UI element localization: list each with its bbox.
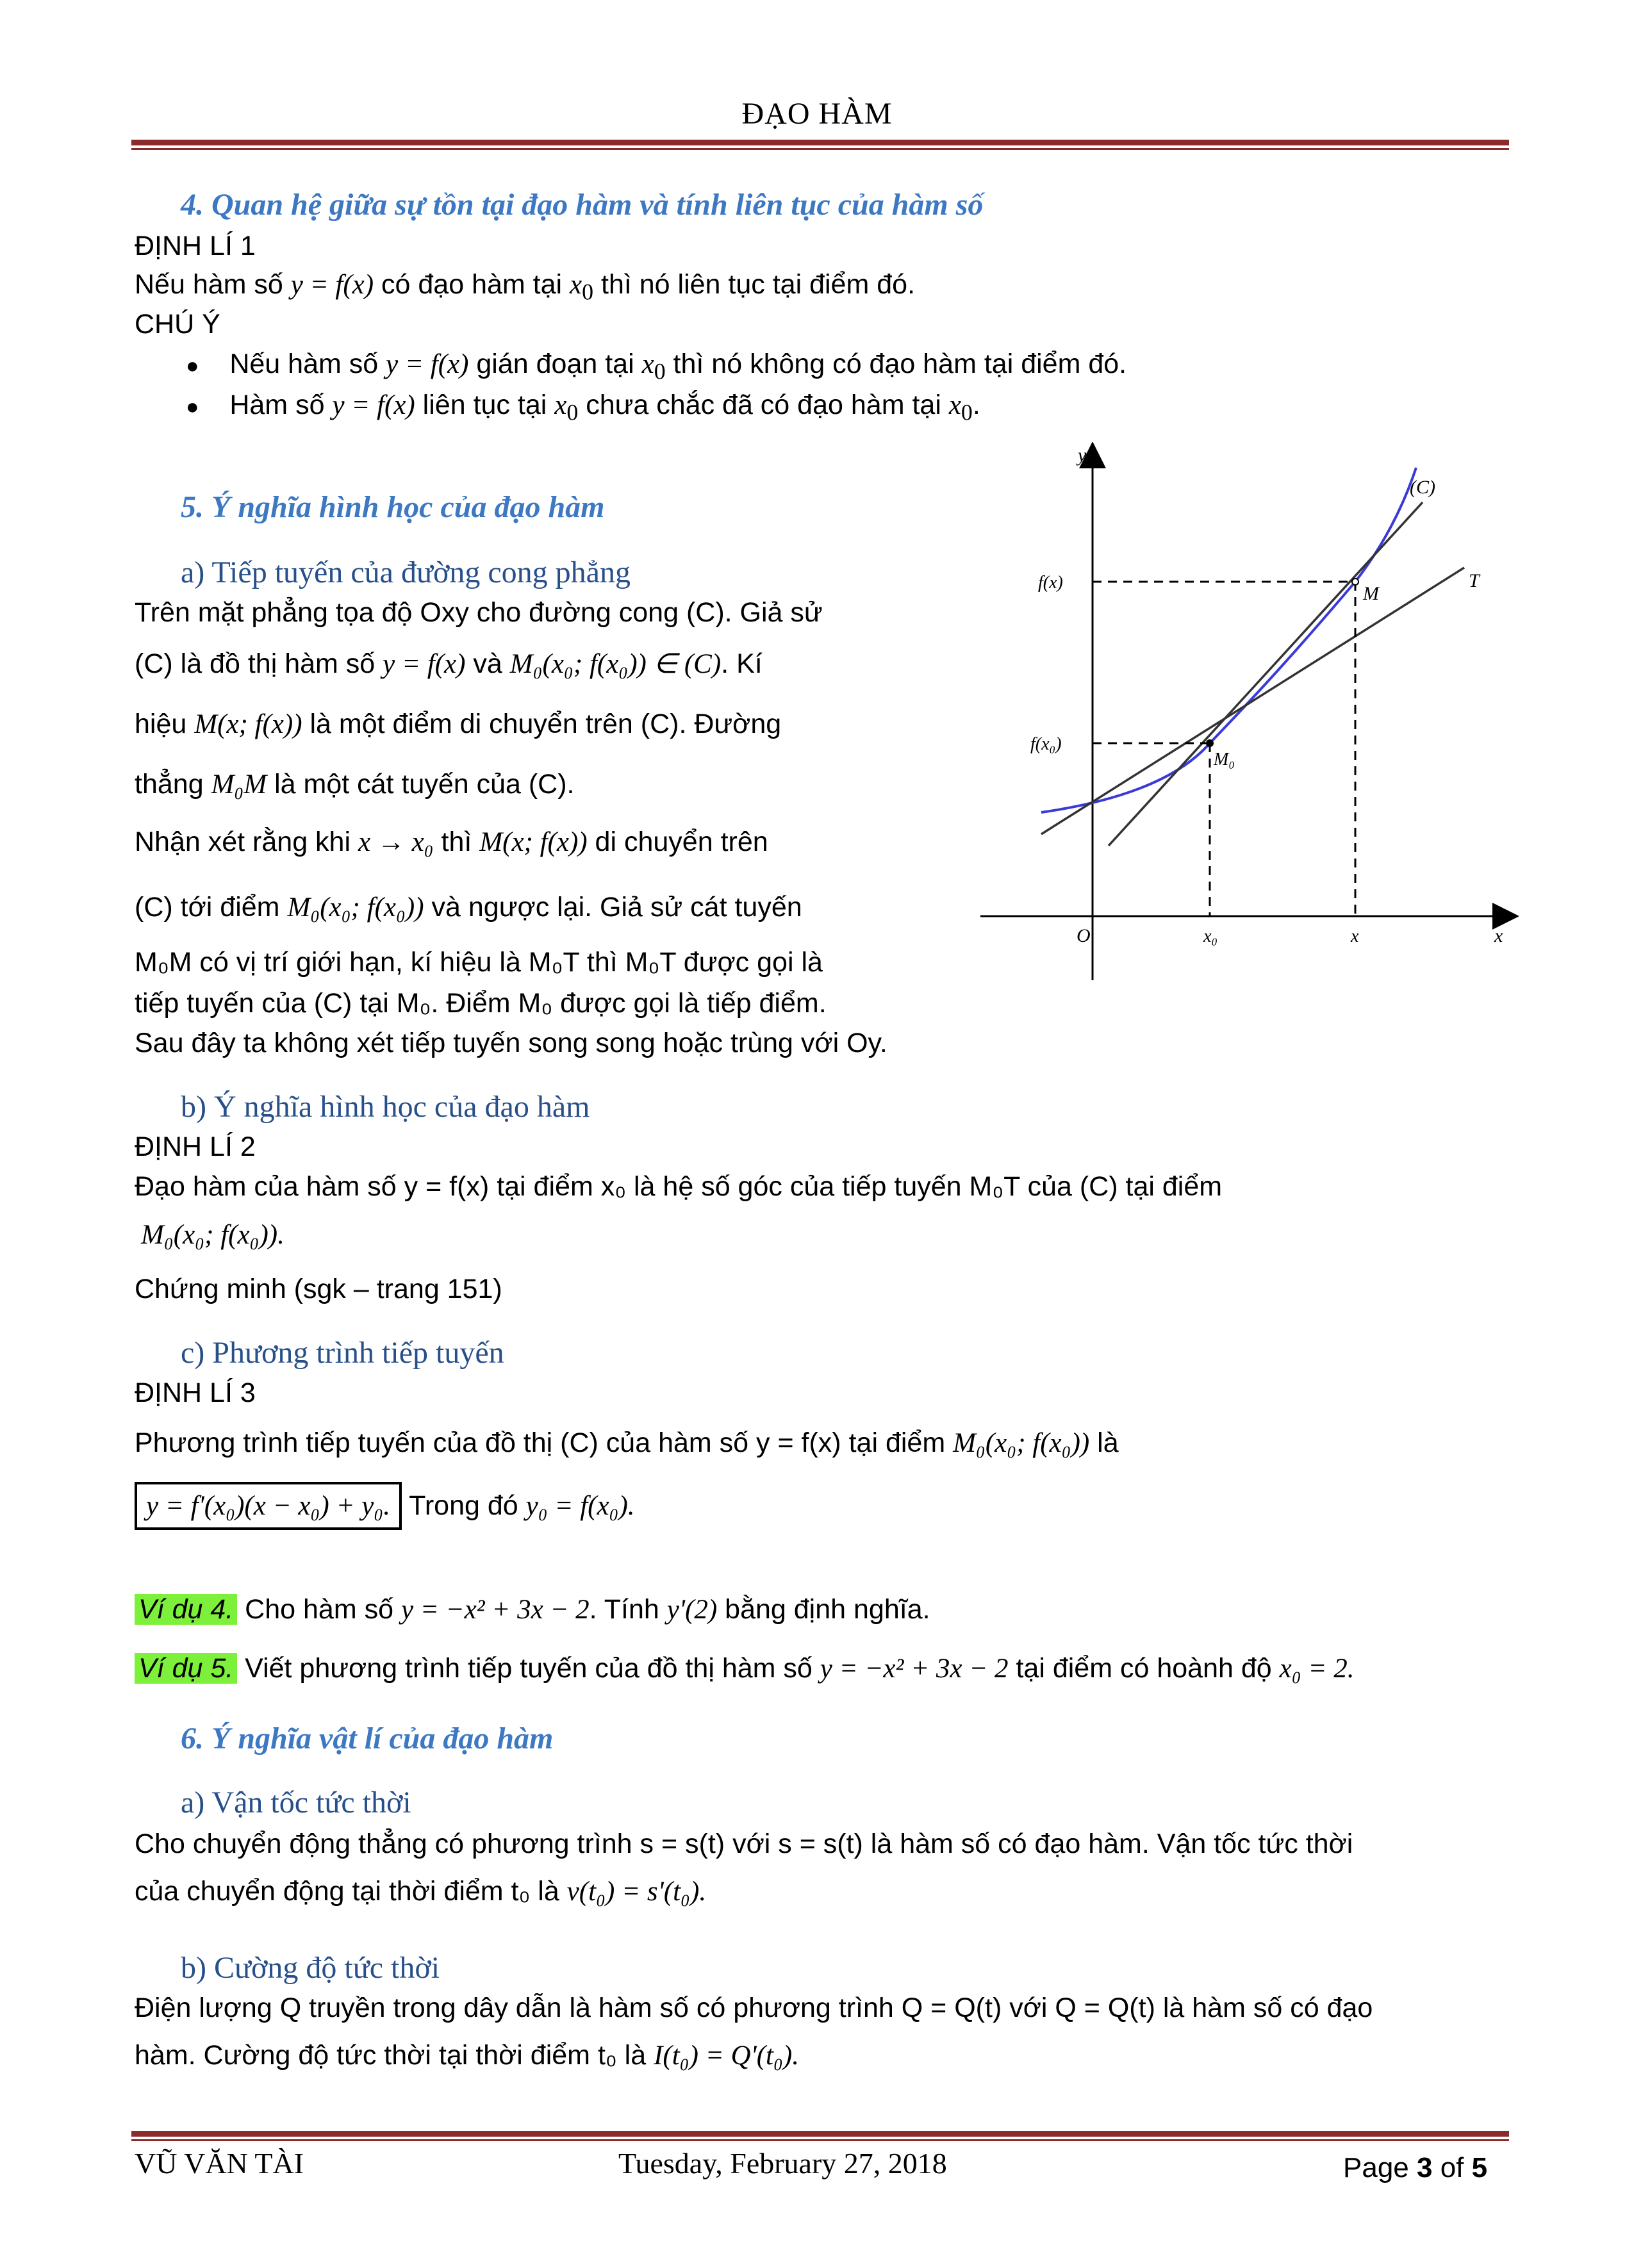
sec5a-line-5: Nhận xét rằng khi x → x₀ thì M(x; f(x)) di chuyển trên [135, 826, 768, 857]
theorem-2-text: Đạo hàm của hàm số y = f(x) tại điểm x₀ là hệ số góc của tiếp tuyến M₀T của (C) tại điểm [135, 1171, 1223, 1202]
tangent-formula-box: y = f'(x₀)(x − x₀) + y₀. [135, 1482, 402, 1530]
label-m0: M₀ [1214, 750, 1235, 769]
theorem-3-text: Phương trình tiếp tuyến của đồ thị (C) của hàm số y = f(x) tại điểm M₀(x₀; f(x₀)) là [135, 1427, 1119, 1458]
sec6a-line-1: Cho chuyển động thẳng có phương trình s = s(t) với s = s(t) là hàm số có đạo hàm. Vận tốc tức thời [135, 1828, 1353, 1859]
label-tangent-t: T [1469, 570, 1480, 591]
sec6b-line-2: hàm. Cường độ tức thời tại thời điểm t₀ là I(t₀) = Q'(t₀). [135, 2040, 799, 2071]
note-bullet-1: ● Nếu hàm số y = f(x) gián đoạn tại $x_0$ thì nó không có đạo hàm tại điểm đó. [186, 349, 1127, 384]
footer-page-number: Page 3 of 5 [1343, 2152, 1488, 2183]
point-m [1352, 579, 1358, 585]
sec5a-line-6: (C) tới điểm M₀(x₀; f(x₀)) và ngược lại. Giả sử cát tuyến [135, 892, 802, 923]
label-x: x [1351, 926, 1359, 946]
theorem-2-point: M₀(x₀; f(x₀)). [141, 1220, 285, 1250]
example-4: Ví dụ 4. Cho hàm số y = −x² + 3x − 2. Tính y'(2) bằng định nghĩa. [135, 1591, 930, 1628]
sec6b-line-1: Điện lượng Q truyền trong dây dẫn là hàm số có phương trình Q = Q(t) với Q = Q(t) là hàm số có đạo [135, 1993, 1373, 2023]
section-6-heading: 6. Ý nghĩa vật lí của đạo hàm [181, 1722, 554, 1755]
header-rule-thin [131, 148, 1509, 150]
label-x0: x₀ [1203, 926, 1218, 946]
section-6b-heading: b) Cường độ tức thời [181, 1951, 440, 1985]
section-5a-heading: a) Tiếp tuyến của đường cong phẳng [181, 555, 631, 589]
point-m0 [1206, 739, 1214, 747]
note-label: CHÚ Ý [135, 309, 220, 340]
sec5a-line-9: Sau đây ta không xét tiếp tuyến song song hoặc trùng với Oy. [135, 1028, 887, 1058]
label-y-axis: y [1078, 445, 1087, 466]
footer-rule [131, 2131, 1509, 2137]
sec5a-line-8: tiếp tuyến của (C) tại M₀. Điểm M₀ được gọi là tiếp điểm. [135, 988, 827, 1019]
sec6a-line-2: của chuyển động tại thời điểm t₀ là v(t₀) = s'(t₀). [135, 1876, 707, 1907]
footer-date: Tuesday, February 27, 2018 [618, 2147, 947, 2180]
label-origin: O [1077, 925, 1091, 946]
secant-line [1109, 502, 1423, 846]
theorem-1-text: Nếu hàm số y = f(x) có đạo hàm tại $x_0$ thì nó liên tục tại điểm đó. [135, 269, 916, 305]
note-bullet-2: ● Hàm số y = f(x) liên tục tại $x_0$ chưa chắc đã có đạo hàm tại $x_0$. [186, 390, 980, 425]
section-6a-heading: a) Vận tốc tức thời [181, 1786, 411, 1820]
section-5-heading: 5. Ý nghĩa hình học của đạo hàm [181, 490, 605, 524]
label-fx0: f(x₀) [1030, 734, 1062, 754]
section-5b-heading: b) Ý nghĩa hình học của đạo hàm [181, 1090, 590, 1124]
tangent-figure [974, 442, 1519, 987]
example-5-label: Ví dụ 5. [135, 1653, 237, 1684]
sec5a-line-2: (C) là đồ thị hàm số y = f(x) và M₀(x₀; f(x₀)) ∈ (C). Kí [135, 648, 763, 679]
footer-author: VŨ VĂN TÀI [135, 2147, 304, 2180]
label-x-axis: x [1494, 925, 1503, 946]
label-m: M [1363, 583, 1379, 604]
footer-rule-thin [131, 2139, 1509, 2141]
example-4-label: Ví dụ 4. [135, 1594, 237, 1625]
tangent-line-t [1041, 568, 1464, 834]
sec5a-line-3: hiệu M(x; f(x)) là một điểm di chuyển trên (C). Đường [135, 709, 782, 739]
page-header-title: ĐẠO HÀM [741, 97, 893, 131]
sec5a-line-7: M₀M có vị trí giới hạn, kí hiệu là M₀T thì M₀T được gọi là [135, 947, 823, 978]
theorem-3-label: ĐỊNH LÍ 3 [135, 1377, 256, 1408]
label-fx: f(x) [1038, 573, 1063, 593]
section-4-heading: 4. Quan hệ giữa sự tồn tại đạo hàm và tính liên tục của hàm số [181, 188, 984, 222]
sec5a-line-1: Trên mặt phẳng tọa độ Oxy cho đường cong (C). Giả sử [135, 597, 823, 628]
section-5c-heading: c) Phương trình tiếp tuyến [181, 1336, 504, 1370]
tangent-equation-row: y = f'(x₀)(x − x₀) + y₀. Trong đó y₀ = f(x₀). [135, 1488, 635, 1524]
proof-reference: Chứng minh (sgk – trang 151) [135, 1274, 502, 1304]
example-5: Ví dụ 5. Viết phương trình tiếp tuyến của đồ thị hàm số y = −x² + 3x − 2 tại điểm có hoành độ x₀ = 2. [135, 1650, 1354, 1687]
header-rule [131, 140, 1509, 145]
sec5a-line-4: thẳng M₀M là một cát tuyến của (C). [135, 769, 575, 800]
label-curve-c: (C) [1410, 477, 1435, 498]
theorem-2-label: ĐỊNH LÍ 2 [135, 1131, 256, 1162]
theorem-1-label: ĐỊNH LÍ 1 [135, 231, 256, 261]
